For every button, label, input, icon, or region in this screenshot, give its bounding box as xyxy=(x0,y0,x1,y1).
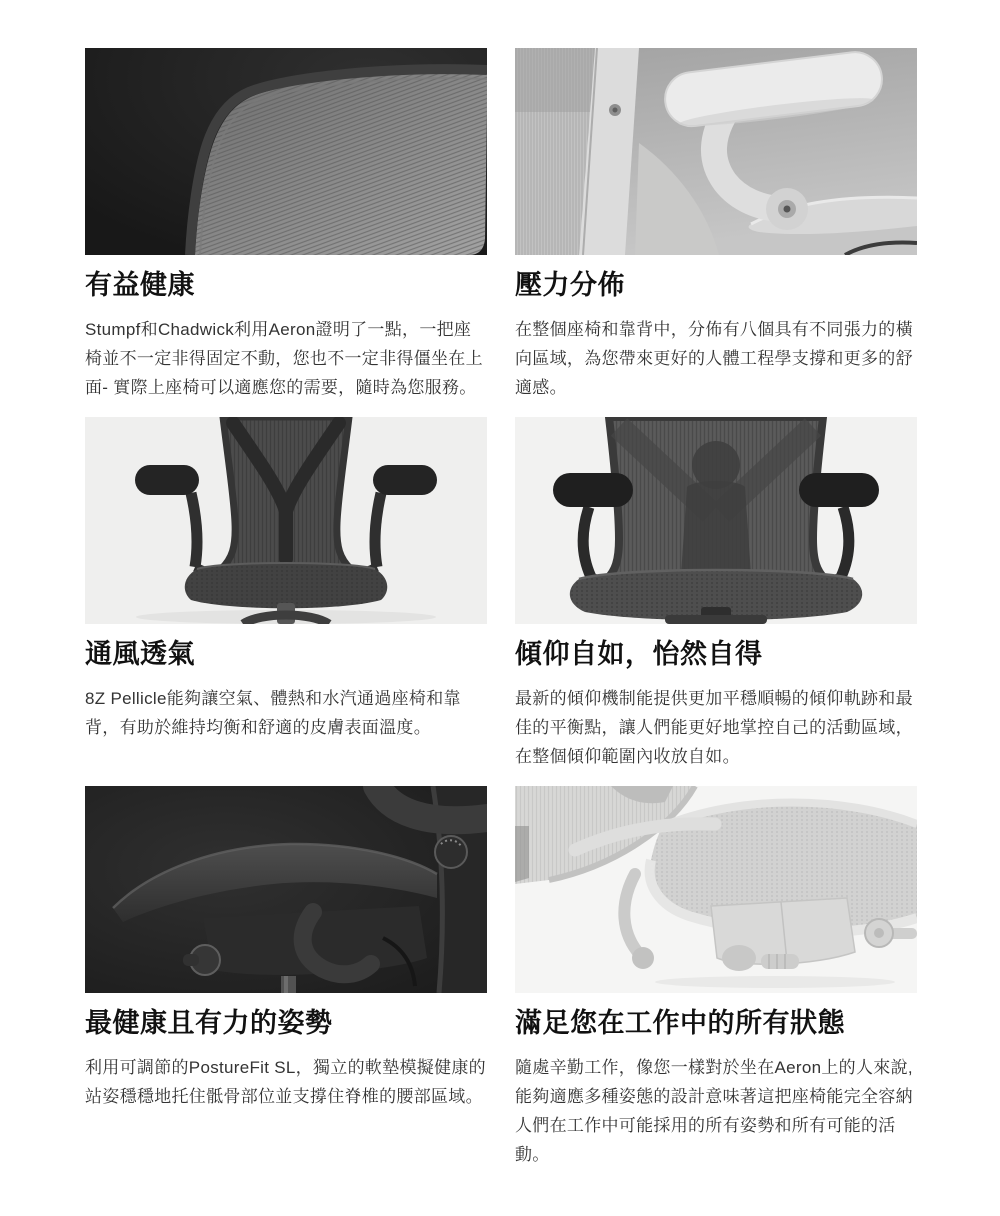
feature-heading: 滿足您在工作中的所有狀態 xyxy=(515,1008,845,1038)
feature-heading: 壓力分佈 xyxy=(515,270,625,300)
dark-backrest-mesh-photo xyxy=(85,48,487,255)
feature-heading: 最健康且有力的姿勢 xyxy=(85,1008,333,1038)
feature-card-all-postures xyxy=(515,786,917,1169)
chair-armrest-illustration xyxy=(515,48,917,255)
feature-heading: 傾仰自如，怡然自得 xyxy=(515,639,763,669)
chair-rear-full-photo xyxy=(515,417,917,624)
feature-body: 最新的傾仰機制能提供更加平穩順暢的傾仰軌跡和最佳的平衡點，讓人們能更好地掌控自己的活動區域，在整個傾仰範圍內收放自如。 xyxy=(515,689,913,766)
chair-rear-graphite-photo xyxy=(85,417,487,624)
chair-rear-silhouette-illustration xyxy=(515,417,917,624)
feature-card-ventilation xyxy=(85,417,487,771)
feature-grid xyxy=(85,48,917,1169)
feature-body: 隨處辛勤工作，像您一樣對於坐在Aeron上的人來說,能夠適應多種姿態的設計意味著這把座椅能完全容納人們在工作中可能採用的所有姿勢和所有可能的活動。 xyxy=(515,1058,913,1164)
chair-side-underseat-dark-photo xyxy=(85,786,487,993)
feature-body: Stumpf和Chadwick利用Aeron證明了一點，一把座椅並不一定非得固定不動，您也不一定非得僵坐在上面- 實際上座椅可以適應您的需要，隨時為您服務。 xyxy=(85,320,483,397)
chair-rear-illustration xyxy=(85,417,487,624)
armrest-side-detail-photo xyxy=(515,48,917,255)
feature-heading: 通風透氣 xyxy=(85,639,195,669)
feature-card-tilt xyxy=(515,417,917,771)
chair-underside-light-photo xyxy=(515,786,917,993)
feature-body: 在整個座椅和靠背中，分佈有八個具有不同張力的橫向區域，為您帶來更好的人體工程學支撐和更多的舒適感。 xyxy=(515,320,913,397)
chair-backrest-illustration xyxy=(85,48,487,255)
feature-body: 利用可調節的PostureFit SL，獨立的軟墊模擬健康的站姿穩穩地托住骶骨部位並支撐住脊椎的腰部區域。 xyxy=(85,1058,486,1106)
feature-card-posture xyxy=(85,786,487,1169)
chair-underside-illustration xyxy=(515,786,917,993)
feature-card-pressure xyxy=(515,48,917,402)
chair-side-dark-illustration xyxy=(85,786,487,993)
feature-body: 8Z Pellicle能夠讓空氣、體熱和水汽通過座椅和靠背，有助於維持均衡和舒適的皮膚表面溫度。 xyxy=(85,689,461,737)
feature-heading: 有益健康 xyxy=(85,270,195,300)
feature-card-health xyxy=(85,48,487,402)
